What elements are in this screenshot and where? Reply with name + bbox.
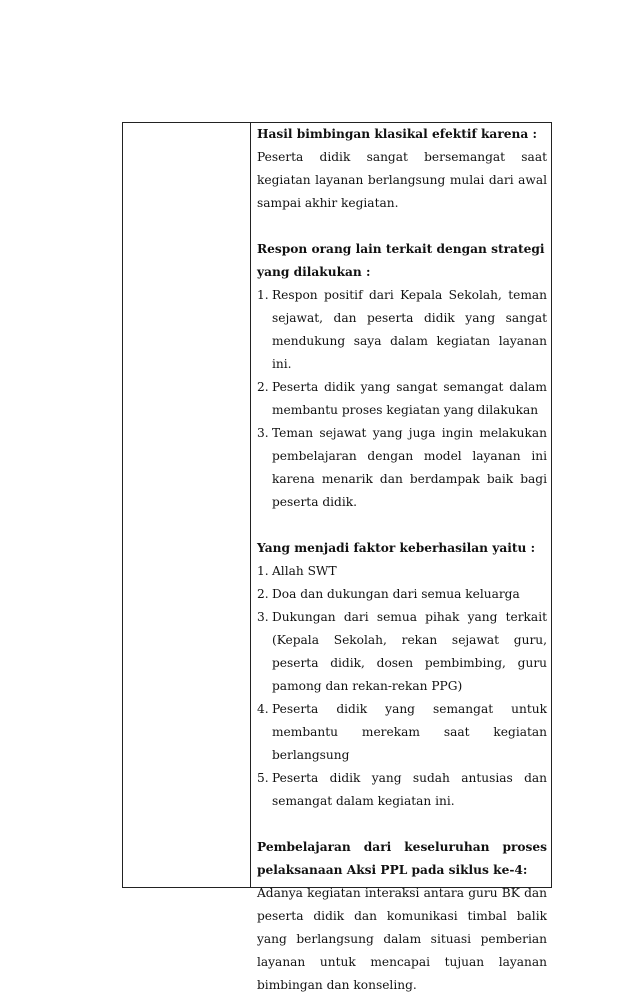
section-heading-hasil: Hasil bimbingan klasikal efektif karena : bbox=[257, 127, 537, 141]
document-table bbox=[122, 122, 552, 992]
section-body-pembelajaran: Adanya kegiatan interaksi antara guru BK dan peserta didik dan komunikasi timbal balik yang berlangsung dalam situasi pemberian layanan untuk mencapai tujuan layanan bimbingan dan konseling. bbox=[257, 886, 547, 992]
list-item: 3. Teman sejawat yang juga ingin melakukan pembelajaran dengan model layanan ini karena menarik dan berdampak baik bagi peserta didik. bbox=[257, 426, 547, 509]
list-item: 2. Doa dan dukungan dari semua keluarga bbox=[257, 587, 520, 601]
section-heading-respon: Respon orang lain terkait dengan strategi yang dilakukan : bbox=[257, 242, 545, 279]
right-cell-content bbox=[257, 123, 547, 997]
list-item: 5. Peserta didik yang sudah antusias dan semangat dalam kegiatan ini. bbox=[257, 771, 547, 808]
list-item: 3. Dukungan dari semua pihak yang terkait (Kepala Sekolah, rekan sejawat guru, peserta didik, dosen pembimbing, guru pamong dan rekan-rekan PPG) bbox=[257, 610, 547, 693]
list-item: 4. Peserta didik yang semangat untuk membantu merekam saat kegiatan berlangsung bbox=[257, 702, 547, 762]
respon-list bbox=[257, 284, 547, 514]
section-heading-faktor: Yang menjadi faktor keberhasilan yaitu : bbox=[257, 541, 536, 555]
section-heading-pembelajaran: Pembelajaran dari keseluruhan proses pelaksanaan Aksi PPL pada siklus ke-4: bbox=[257, 840, 547, 877]
section-body-hasil: Peserta didik sangat bersemangat saat kegiatan layanan berlangsung mulai dari awal sampai akhir kegiatan. bbox=[257, 150, 547, 210]
list-item: 2. Peserta didik yang sangat semangat dalam membantu proses kegiatan yang dilakukan bbox=[257, 380, 547, 417]
column-divider bbox=[250, 123, 251, 887]
faktor-list bbox=[257, 560, 547, 813]
list-item: 1. Allah SWT bbox=[257, 564, 337, 578]
list-item: 1. Respon positif dari Kepala Sekolah, teman sejawat, dan peserta didik yang sangat mendukung saya dalam kegiatan layanan ini. bbox=[257, 288, 547, 371]
